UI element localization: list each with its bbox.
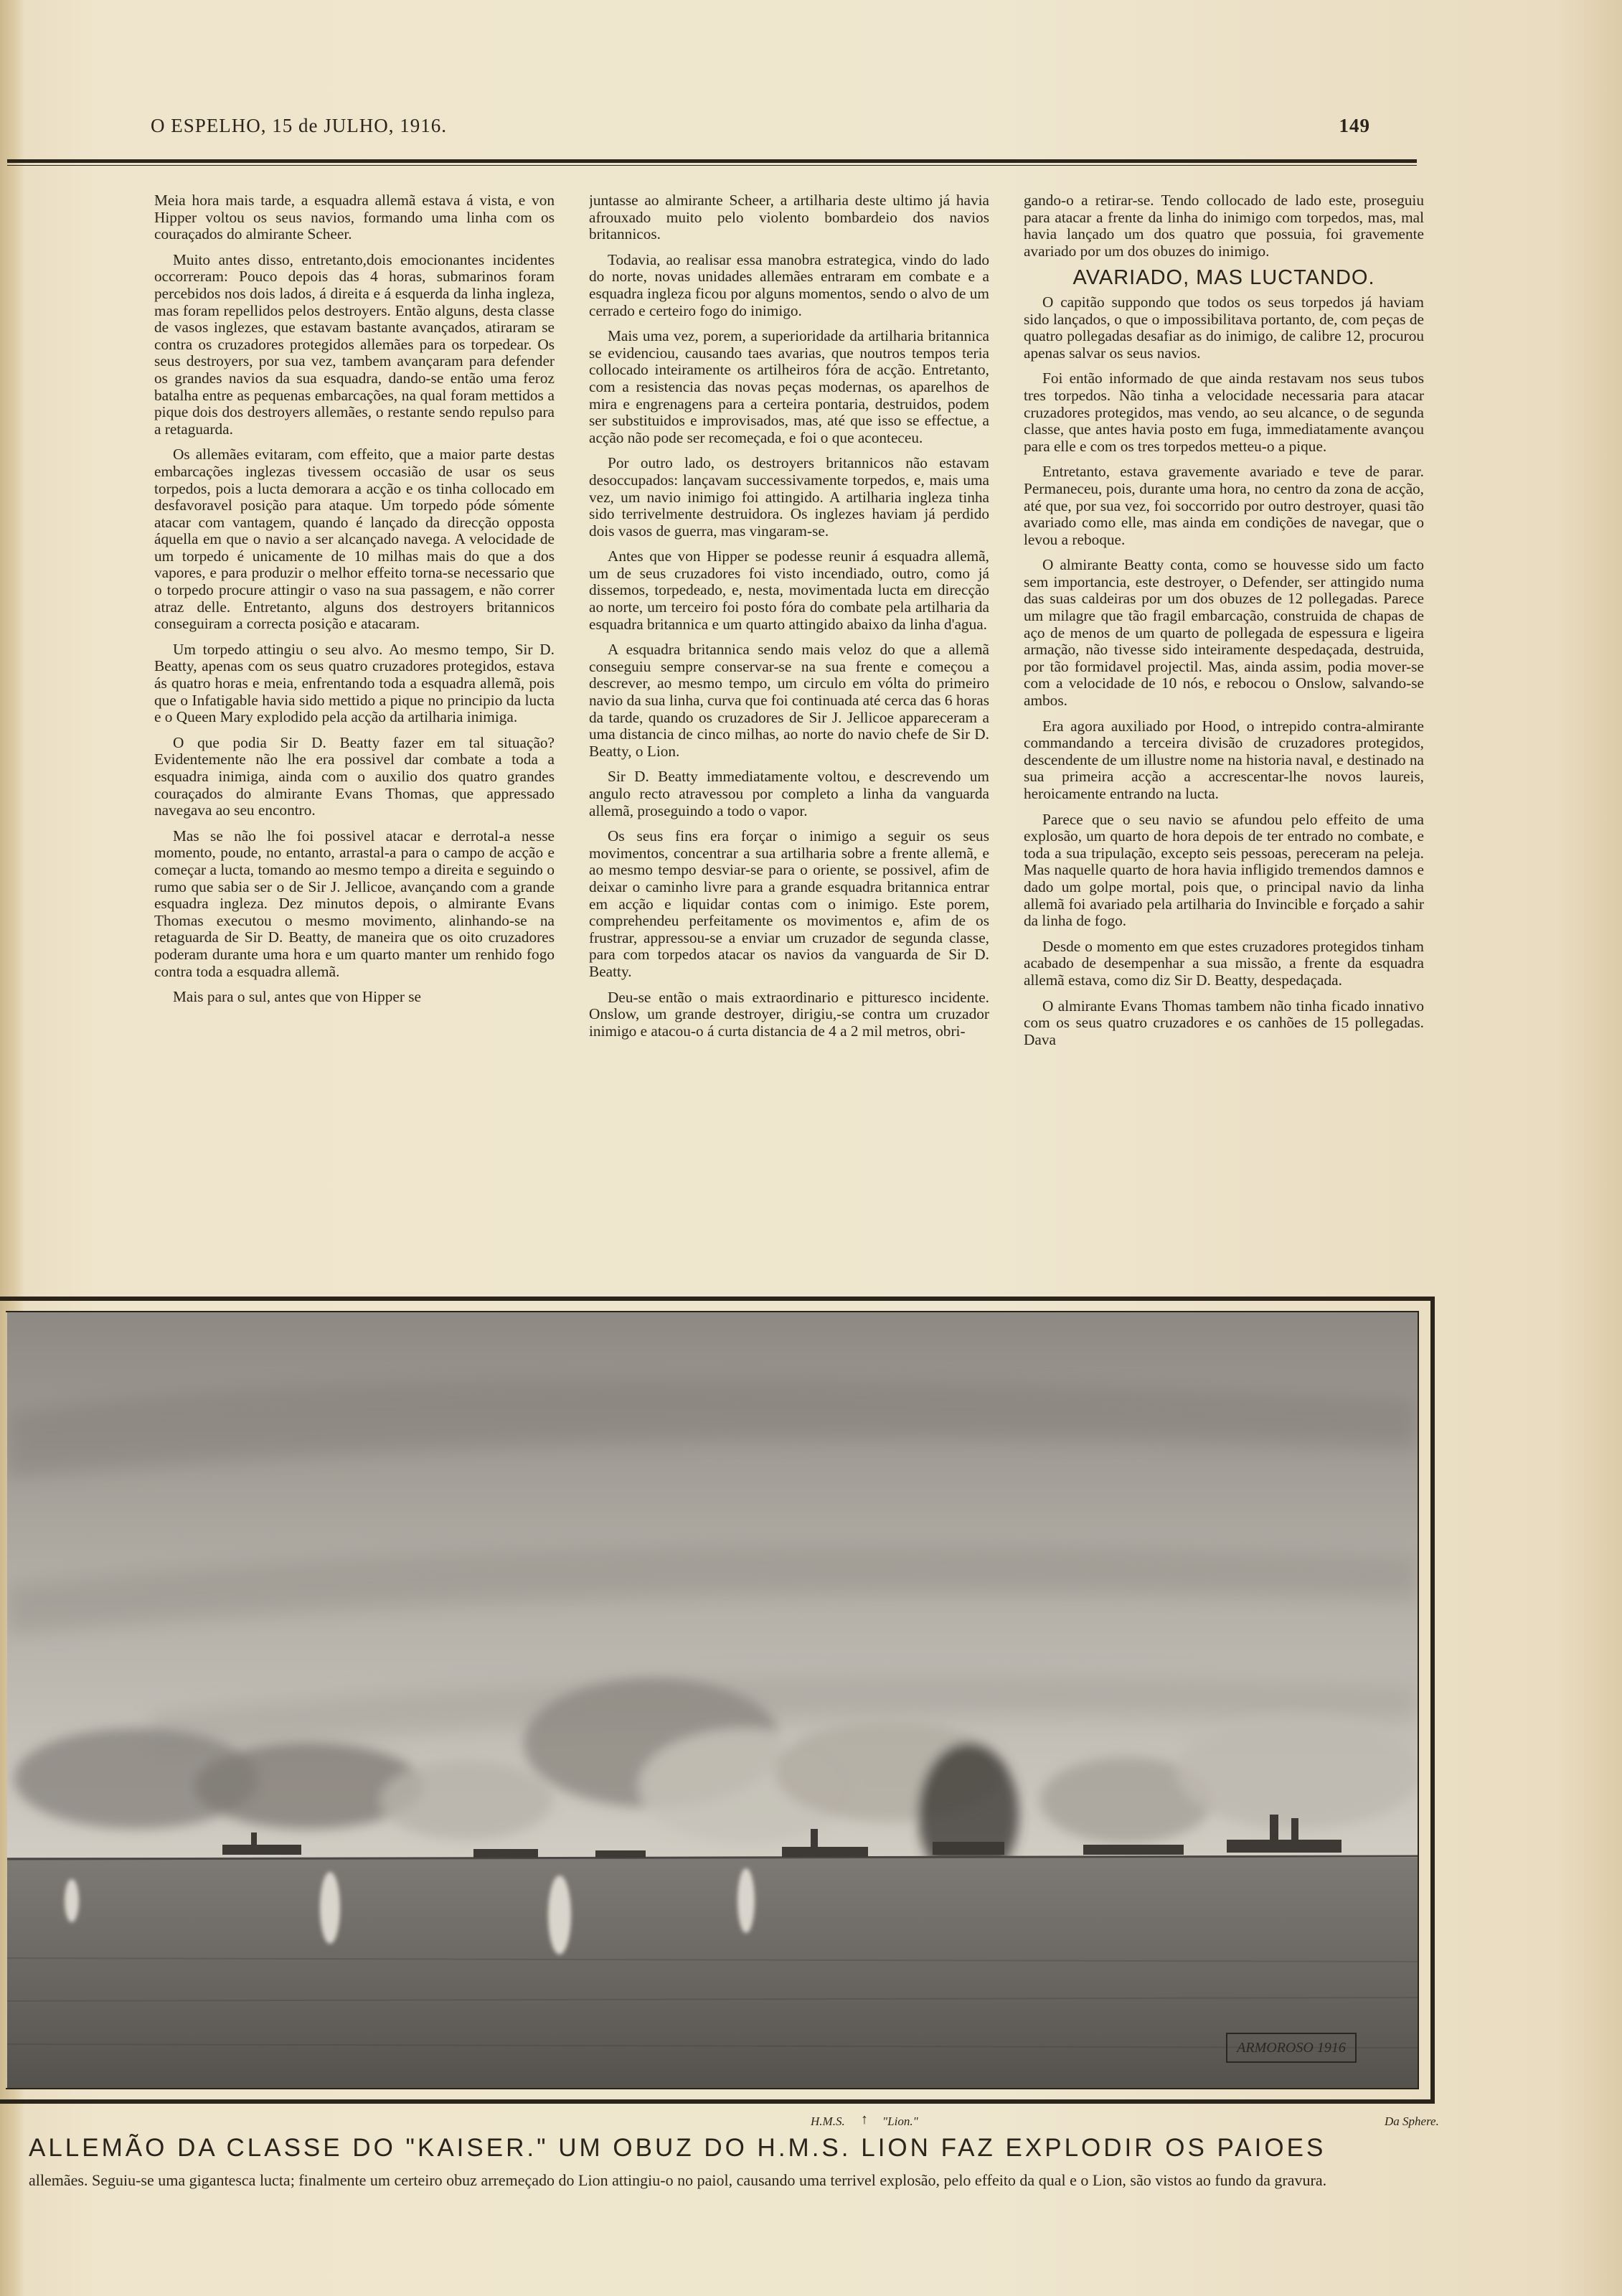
paragraph: Desde o momento em que estes cruzadores protegidos tinham acabado de desempenhar a sua missão, a frente da esquadra allemã estava, como diz Sir D. Beatty, despedaçada. — [1024, 937, 1424, 989]
image-credit: Da Sphere. — [1385, 2114, 1439, 2128]
sea — [7, 1858, 1418, 2088]
paragraph: Antes que von Hipper se podesse reunir á esquadra allemã, um de seus cruzadores foi visto incendiado, outro, como já dissemos, torpedeado, e, nesta, movimentada lucta em direcção ao norte, um terceiro foi posto fóra do combate pela artilharia da esquadra britannica e um quarto attingido abaixo da linha d'agua. — [589, 547, 989, 633]
paragraph: Todavia, ao realisar essa manobra estrategica, vindo do lado do norte, novas unidades allemães entraram em combate e a esquadra ingleza ficou por alguns momentos, sendo o alvo de um cerrado e certeiro fogo do inimigo. — [589, 250, 989, 319]
label-lion: "Lion." — [882, 2114, 918, 2128]
paragraph: Entretanto, estava gravemente avariado e teve de parar. Permaneceu, pois, durante uma hora, no centro da zona de acção, até que, por sua vez, foi soccorrido por outro destroyer, quasi tão avariado como elle, mas ainda em condições de navegar, que o levou a reboque. — [1024, 463, 1424, 548]
paragraph: Muito antes disso, entretanto,dois emocionantes incidentes occorreram: Pouco depois das 4 horas, submarinos foram percebidos nos dois lados, á direita e á esquerda da linha ingleza, mas foram repellidos pelos destroyers. Então alguns, desta classe de vasos inglezes, que estavam bastante avançados, atiraram se contra os cruzadores protegidos allemães para os torpedear. Os seus destroyers, por sua vez, tambem avançaram para defender os grandes navios da sua esquadra, dando-se então uma feroz batalha entre as pequenas embarcações, na qual foram mettidos a pique dois dos destroyers allemães, o restante sendo repulso para a retaguarda. — [154, 250, 555, 438]
paragraph: Mais para o sul, antes que von Hipper se — [173, 988, 421, 1006]
paragraph: Mas se não lhe foi possivel atacar e derrotal-a nesse momento, poude, no entanto, arrastal-a para o campo de acção e começar a lucta, tomando ao mesmo tempo a direita e seguindo o rumo que sabia ser o de Sir J. Jellicoe, avançando com a grande esquadra ingleza. Dez minutos depois, o almirante Evans Thomas executou o mesmo movimento, alinhando-se na retaguarda de Sir D. Beatty, de maneira que os oito cruzadores poderam durante uma hora e um quarto manter um renhido fogo contra toda a esquadra allemã. — [154, 827, 555, 980]
paragraph: Mais uma vez, porem, a superioridade da artilharia britannica se evidenciou, causando taes avarias, que noutros tempos teria collocado inteiramente os artilheiros fóra de acção. Entretanto, com a resistencia das novas peças modernas, os aparelhos de mira e engrenagens para a certeira pontaria, destruidos, podem ser substituidos e improvisados, mas, até que isso se effectue, a acção não pode ser recomeçada, e foi o que aconteceu. — [589, 327, 989, 446]
paragraph: Por outro lado, os destroyers britannicos não estavam desoccupados: lançavam successivamente torpedos, e, mais uma vez, um navio inimigo foi attingido. A artilharia ingleza tinha sido terrivelmente destruidora. Os inglezes haviam já perdido dois vasos de guerra, mas vingaram-se. — [589, 454, 989, 540]
caption-title: ALLEMÃO DA CLASSE DO "KAISER." UM OBUZ DO H.M.S. LION FAZ EXPLODIR OS PAIOES — [29, 2134, 1326, 2162]
battle-scene-image — [7, 1312, 1418, 2088]
publication-title: O ESPELHO, 15 de JULHO, 1916. — [151, 115, 447, 136]
paragraph: O que podia Sir D. Beatty fazer em tal situação? Evidentemente não lhe era possivel dar combate a toda a esquadra inimiga, ainda com o auxilio dos quatro grandes couraçados do almirante Evans Thomas, que appressado navegava ao seu encontro. — [154, 733, 555, 819]
paragraph: O almirante Evans Thomas tambem não tinha ficado innativo com os seus quatro cruzadores e os canhões de 15 pollegadas. Dava — [1024, 997, 1424, 1048]
paragraph: Deu-se então o mais extraordinario e pitturesco incidente. Onslow, um grande destroyer, dirigiu,-se contra um cruzador inimigo e atacou-o á curta distancia de 4 a 2 mil metros, obri- — [589, 988, 989, 1040]
arrow-up-icon: ↑ — [861, 2112, 868, 2127]
column-3 — [1024, 192, 1424, 1274]
paragraph: Sir D. Beatty immediatamente voltou, e descrevendo um angulo recto atravessou por completo a linha da vanguarda allemã, proseguindo a todo o vapor. — [589, 768, 989, 819]
paragraph: Meia hora mais tarde, a esquadra allemã estava á vista, e von Hipper voltou os seus navios, formando uma linha com os couraçados do almirante Scheer. — [154, 192, 555, 243]
page-header — [151, 115, 1370, 146]
column-1 — [154, 192, 555, 1274]
paragraph: Parece que o seu navio se afundou pelo effeito de uma explosão, um quarto de hora depois de ter entrado no combate, e toda a sua tripulação, excepto seis pessoas, pereceram na peleja. Mas naquelle quarto de hora havia infligido tremendos damnos e dado um golpe mortal, pois que, o principal navio da linha allemã foi avariado pela artilharia do Invincible e forçado a sahir da linha de fogo. — [1024, 810, 1424, 930]
column-2 — [589, 192, 989, 1274]
paragraph: O capitão suppondo que todos os seus torpedos já haviam sido lançados, o que o impossibilitava portanto, de, com peças de quatro pollegadas desafiar as do inimigo, de calibre 12, procurou apenas salvar os seus navios. — [1024, 293, 1424, 362]
naval-battle-illustration — [7, 1312, 1418, 2088]
caption-text: allemães. Seguiu-se uma gigantesca lucta; finalmente um certeiro obuz arremeçado do Lion attingiu-o no paiol, causando uma terrivel explosão, pelo effeito da qual e o Lion, são vistos ao fundo da gravura. — [29, 2171, 1327, 2189]
paragraph: gando-o a retirar-se. Tendo collocado de lado este, proseguiu para atacar a frente da linha do inimigo com torpedos, mas, mal havia lançado um dos quatro que possuia, foi gravemente avariado por um dos obuzes do inimigo. — [1024, 192, 1424, 260]
svg-text:ARMOROSO 1916: ARMOROSO 1916 — [1237, 2040, 1346, 2056]
section-heading: AVARIADO, MAS LUCTANDO. — [1072, 266, 1375, 290]
paragraph: Um torpedo attingiu o seu alvo. Ao mesmo tempo, Sir D. Beatty, apenas com os seus quatro cruzadores protegidos, estava ás quatro horas e meia, enfrentando toda a esquadra allemã, pois que o Infatigable havia sido mettido a pique no principio da lucta e o Queen Mary explodido pela acção da artilharia inimiga. — [154, 640, 555, 726]
page-number: 149 — [1339, 115, 1370, 136]
paragraph: A esquadra britannica sendo mais veloz do que a allemã conseguiu sempre conservar-se na sua frente e começou a descrever, ao mesmo tempo, um circulo em vólta do primeiro navio da sua linha, curva que foi continuada até cerca das 6 horas da tarde, quando os cruzadores de Sir J. Jellicoe appareceram a uma distancia de cinco milhas, ao norte do navio chefe de Sir D. Beatty, o Lion. — [589, 641, 989, 760]
paragraph: Foi então informado de que ainda restavam nos seus tubos tres torpedos. Não tinha a velocidade necessaria para atacar cruzadores protegidos, mas vendo, ao seu alcance, o de segunda classe, que antes havia posto em fuga, immediatamente avançou para elle e com os tres torpedos metteu-o a pique. — [1024, 370, 1424, 455]
illustration-labels — [811, 2114, 1456, 2133]
paragraph: O almirante Beatty conta, como se houvesse sido um facto sem importancia, este destroyer, o Defender, ser attingido numa das suas caldeiras por um dos obuzes de 12 pollegadas. Parece um milagre que tão fragil embarcação, construida de chapas de aço de menos de um quarto de pollegada de espessura e ligeira armação, não tivesse sido inteiramente despedaçada, destruida, por tão formidavel projectil. Mas, ainda assim, podia mover-se com a velocidade de 10 nós, e rebocou o Onslow, salvando-se ambos. — [1024, 556, 1424, 710]
paragraph: Era agora auxiliado por Hood, o intrepido contra-almirante commandando a terceira divisão de cruzadores protegidos, descendente de um illustre nome na historia naval, e destinado na sua primeira acção a accrescentar-lhe novos laureis, heroicamente entrando na lucta. — [1024, 717, 1424, 802]
header-rule — [7, 159, 1417, 166]
paragraph: Os allemães evitaram, com effeito, que a maior parte destas embarcações inglezas tivessem occasião de usar os seus torpedos, pois a lucta demorara a acção e os tinha collocado em desfavoravel posição para ataque. Um torpedo póde sómente atacar com vantagem, quando é lançado da direcção opposta áquella em que o navio a ser alcançado navega. A velocidade de um torpedo é unicamente de 10 milhas mais do que a dos vapores, e para produzir o melhor effeito torna-se necessario que o torpedo procure attingir o vaso na sua passagem, e não correr atraz delle. Entretanto, alguns dos destroyers britannicos conseguiram a correcta posição e atacaram. — [154, 446, 555, 633]
label-hms: H.M.S. — [811, 2114, 845, 2128]
paragraph: Os seus fins era forçar o inimigo a seguir os seus movimentos, concentrar a sua artilharia sobre a frente allemã, e ao mesmo tempo desviar-se para o oriente, se possivel, afim de deixar o caminho livre para a grande esquadra britannica entrar em acção e liquidar contas com o inimigo. Este porem, comprehendeu perfeitamente os movimentos e, afim de os frustrar, appressou-se a enviar um cruzador de segunda classe, para com torpedos atacar os navios da vanguarda de Sir D. Beatty. — [589, 827, 989, 980]
article-columns — [154, 192, 1424, 1274]
paragraph: juntasse ao almirante Scheer, a artilharia deste ultimo já havia afrouxado muito pelo violento bombardeio dos navios britannicos. — [589, 192, 989, 243]
